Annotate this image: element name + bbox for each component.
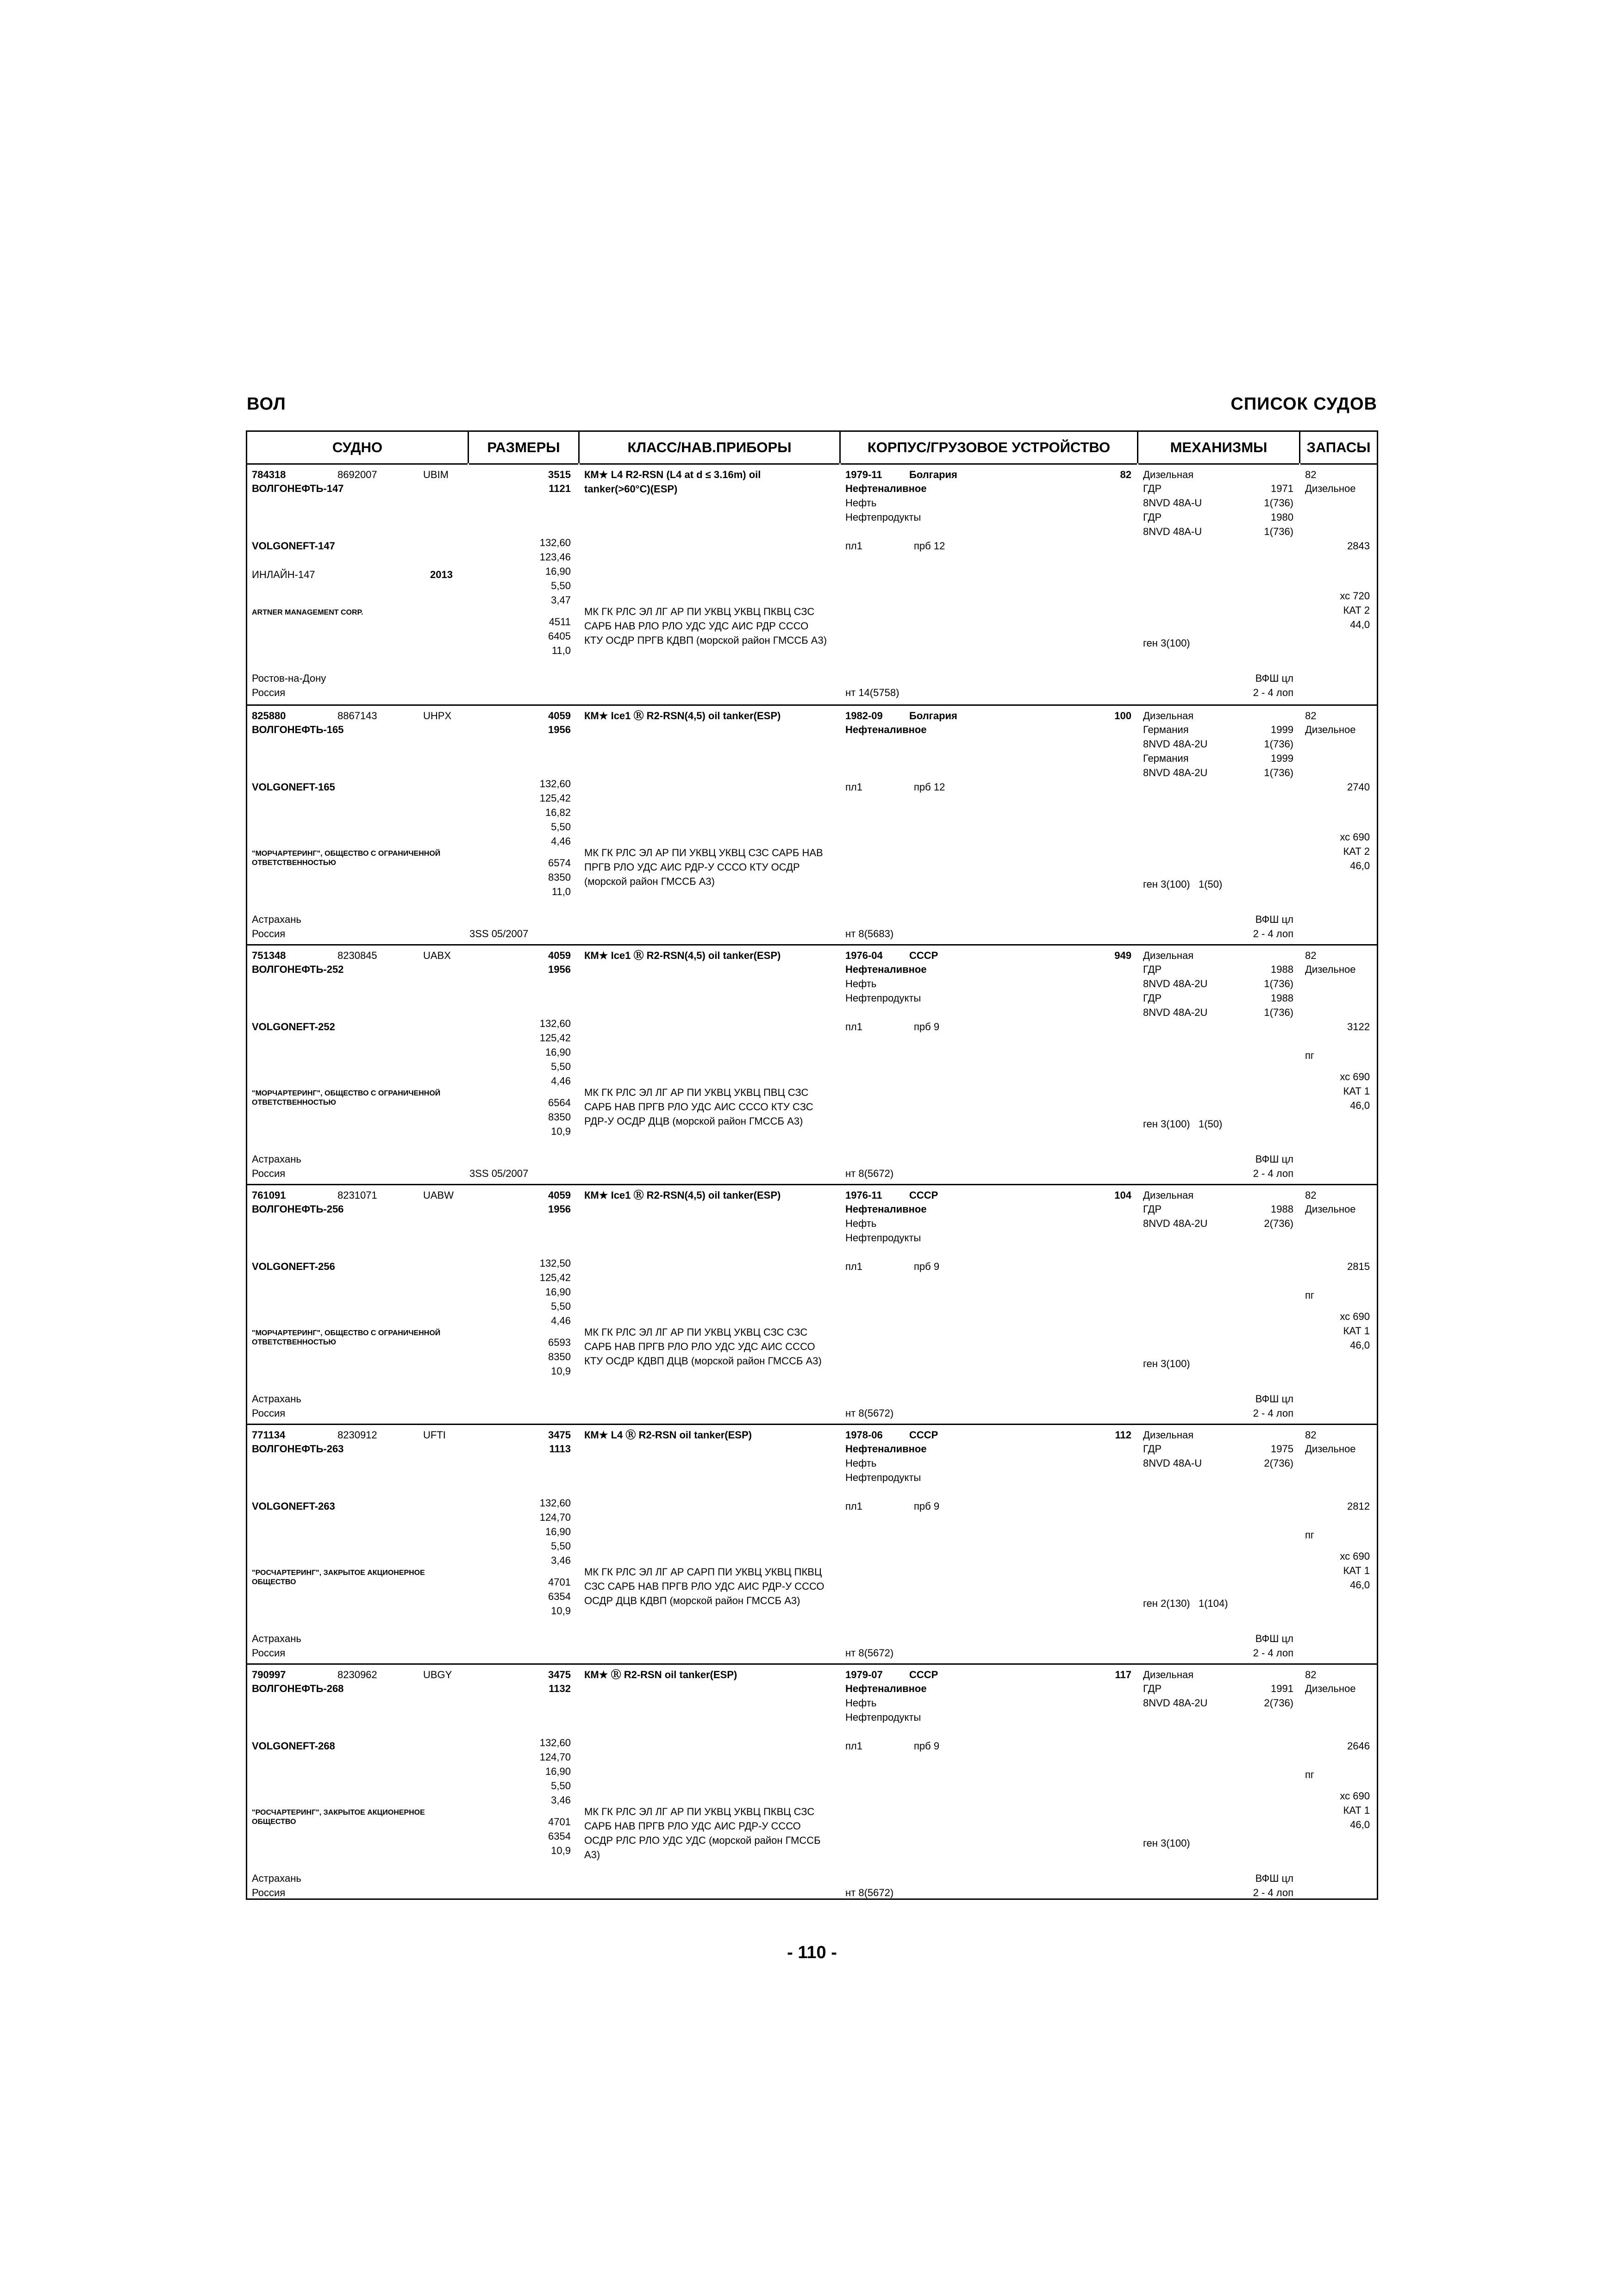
fuel-quantity: 2843 [1347, 540, 1370, 552]
gross-tonnage: 1956 [548, 724, 571, 735]
nav-equipment: МК ГК РЛС ЭЛ ЛГ АР ПИ УКВЦ УКВЦ ПВЦ СЗС САРБ НАВ ПРГВ РЛО УДС АИС СССО КТУ СЗС РДР-У ОСДР ДЦВ (морской район ГМССБ А3) [584, 1087, 813, 1127]
generators: ген 2(130) 1(104) [1143, 1598, 1228, 1609]
nav-equipment: МК ГК РЛС ЭЛ ЛГ АР САРП ПИ УКВЦ УКВЦ ПКВЦ СЗС САРБ НАВ ПРГВ РЛО УДС АИС РДР-У СССО ОСДР ДЦВ КДВП (морской район ГМССБ А3) [584, 1566, 824, 1606]
dimension-value: 16,90 [545, 1046, 571, 1058]
vessel-record [247, 944, 1377, 1185]
engine-model: 8NVD 48A-2U [1143, 767, 1208, 778]
owner: "РОСЧАРТЕРИНГ", ЗАКРЫТОЕ АКЦИОНЕРНОЕ ОБЩЕСТВО [252, 1569, 425, 1586]
gross-tonnage: 1956 [548, 964, 571, 975]
engine-model: 8NVD 48A-2U [1143, 1697, 1208, 1709]
owner: ARTNER MANAGEMENT CORP. [252, 609, 363, 616]
build-date: 1979-07 [845, 1669, 883, 1680]
deadweight: 3475 [548, 1669, 571, 1680]
call-sign: UFTI [423, 1429, 446, 1441]
col-header-dimensions: РАЗМЕРЫ [469, 432, 578, 465]
dimension-value: 16,90 [545, 1526, 571, 1537]
class-notation: КМ★ Ice1 Ⓡ R2-RSN(4,5) oil tanker(ESP) [584, 710, 781, 722]
imo-number: 8867143 [337, 710, 377, 722]
survey-note: 3SS 05/2007 [469, 1168, 529, 1179]
vessel-record [247, 1663, 1377, 1904]
engine-year: 1991 [1271, 1683, 1293, 1694]
speed: 82 [1305, 1189, 1317, 1201]
capacity-value: 8350 [548, 871, 571, 883]
hull-type: Нефтеналивное [845, 483, 927, 494]
hull-type: Нефтеналивное [845, 1203, 927, 1215]
holds: пл1 [845, 1021, 862, 1033]
yard-number: 112 [1115, 1429, 1131, 1441]
engine-year: 1975 [1271, 1443, 1293, 1455]
engine-year: 1999 [1271, 753, 1293, 764]
dimension-value: 123,46 [539, 551, 571, 563]
gross-tonnage: 1956 [548, 1203, 571, 1215]
engine-type: Дизельная [1143, 1669, 1194, 1680]
dimension-value: 124,70 [539, 1751, 571, 1763]
owner: "МОРЧАРТЕРИНГ", ОБЩЕСТВО С ОГРАНИЧЕННОЙ ОТВЕТСТВЕННОСТЬЮ [252, 850, 441, 867]
engine-country: Германия [1143, 724, 1189, 735]
tanks: нт 8(5672) [845, 1407, 894, 1419]
engine-power: 1(736) [1264, 738, 1293, 750]
crew-info: хс 690 [1340, 831, 1370, 843]
engine-model: 8NVD 48A-2U [1143, 1007, 1208, 1018]
engine-model: 8NVD 48A-U [1143, 526, 1202, 537]
dimension-value: 16,90 [545, 1286, 571, 1298]
build-date: 1976-11 [845, 1189, 882, 1201]
imo-number: 8230912 [337, 1429, 377, 1441]
generators: ген 3(100) [1143, 1837, 1190, 1849]
pumps: прб 9 [914, 1021, 940, 1033]
fuel-quantity: 2646 [1347, 1740, 1370, 1752]
pumps: прб 12 [914, 540, 945, 552]
yard-number: 949 [1114, 950, 1131, 961]
propeller: ВФШ цл [1255, 1873, 1293, 1884]
cargo-type: Нефть [845, 978, 877, 989]
vessel-record [247, 704, 1377, 946]
generators: ген 3(100) 1(50) [1143, 1118, 1223, 1130]
call-sign: UBGY [423, 1669, 452, 1680]
yard-number: 117 [1115, 1669, 1131, 1680]
engine-country: ГДР [1143, 1683, 1162, 1694]
engine-country: ГДР [1143, 1443, 1162, 1455]
fuel-quantity: 2812 [1347, 1500, 1370, 1512]
dimension-value: 132,60 [539, 537, 571, 548]
pumps: прб 9 [914, 1500, 940, 1512]
crew-info: хс 690 [1340, 1311, 1370, 1322]
tanks: нт 14(5758) [845, 687, 899, 698]
generators: ген 3(100) [1143, 1358, 1190, 1369]
build-date: 1976-04 [845, 950, 883, 961]
class-notation: КМ★ L4 Ⓡ R2-RSN oil tanker(ESP) [584, 1429, 752, 1441]
vessel-record [247, 1424, 1377, 1665]
engine-type: Дизельная [1143, 710, 1194, 722]
tanks: нт 8(5672) [845, 1647, 894, 1659]
dimension-value: 3,47 [551, 594, 571, 606]
capacity-value: 6593 [548, 1337, 571, 1348]
engine-type: Дизельная [1143, 1189, 1194, 1201]
flag: Россия [252, 928, 286, 940]
fuel-quantity: 3122 [1347, 1021, 1370, 1033]
dimension-value: 16,90 [545, 566, 571, 577]
fuel-quantity: 2815 [1347, 1261, 1370, 1272]
build-country: СССР [909, 1429, 938, 1441]
home-port: Астрахань [252, 1153, 301, 1165]
dimension-value: 4,46 [551, 1315, 571, 1326]
dimension-value: 5,50 [551, 1780, 571, 1792]
holds: пл1 [845, 1261, 862, 1272]
imo-number: 8692007 [337, 469, 377, 480]
home-port: Астрахань [252, 1873, 301, 1884]
fuel-type: Дизельное [1305, 1443, 1356, 1455]
home-port: Ростов-на-Дону [252, 672, 326, 684]
dimension-value: 132,50 [539, 1257, 571, 1269]
dimension-value: 132,60 [539, 1018, 571, 1029]
hull-type: Нефтеналивное [845, 724, 927, 735]
blades: 2 - 4 лоп [1253, 928, 1293, 940]
col-header-machinery: МЕХАНИЗМЫ [1138, 432, 1299, 465]
call-sign: UHPX [423, 710, 452, 722]
col-header-stores: ЗАПАСЫ [1300, 432, 1377, 465]
cargo-type: Нефтепродукты [845, 1472, 921, 1483]
category-value: 46,0 [1350, 1579, 1370, 1591]
blades: 2 - 4 лоп [1253, 1168, 1293, 1179]
reg-number: 771134 [252, 1429, 286, 1441]
speed: 82 [1305, 710, 1317, 722]
home-port: Астрахань [252, 1633, 301, 1644]
cargo-type: Нефтепродукты [845, 511, 921, 523]
build-country: СССР [909, 1669, 938, 1680]
flag: Россия [252, 1168, 286, 1179]
blades: 2 - 4 лоп [1253, 1647, 1293, 1659]
vessel-latin-name: VOLGONEFT-252 [252, 1021, 335, 1033]
engine-country: ГДР [1143, 483, 1162, 494]
dimension-value: 124,70 [539, 1512, 571, 1523]
propeller: ВФШ цл [1255, 914, 1293, 925]
cargo-type: Нефтепродукты [845, 1711, 921, 1723]
engine-year: 1988 [1271, 992, 1293, 1004]
engine-power: 1(736) [1264, 1007, 1293, 1018]
engine-power: 1(736) [1264, 978, 1293, 989]
pumps: прб 9 [914, 1261, 940, 1272]
tanks: нт 8(5672) [845, 1168, 894, 1179]
engine-type: Дизельная [1143, 469, 1194, 480]
dimension-value: 16,82 [545, 807, 571, 818]
engine-type: Дизельная [1143, 950, 1194, 961]
yard-number: 100 [1114, 710, 1131, 722]
cargo-type: Нефть [845, 1457, 877, 1469]
engine-model: 8NVD 48A-2U [1143, 1218, 1208, 1229]
dimension-value: 5,50 [551, 1061, 571, 1072]
running-header-left: ВОЛ [247, 394, 286, 414]
blades: 2 - 4 лоп [1253, 687, 1293, 698]
vessel-record [247, 1184, 1377, 1425]
fuel-type: Дизельное [1305, 483, 1356, 494]
propeller: ВФШ цл [1255, 1393, 1293, 1405]
reg-number: 790997 [252, 1669, 286, 1680]
dimension-value: 4,46 [551, 1075, 571, 1087]
class-notation: КМ★ L4 R2-RSN (L4 at d ≤ 3.16m) oil tanker(>60°C)(ESP) [584, 469, 761, 495]
pumps: прб 9 [914, 1740, 940, 1752]
pg-mark: пг [1305, 1769, 1314, 1780]
build-date: 1982-09 [845, 710, 883, 722]
crew-info: хс 720 [1340, 590, 1370, 602]
dimension-value: 5,50 [551, 1540, 571, 1552]
fuel-type: Дизельное [1305, 724, 1356, 735]
dimension-value: 5,50 [551, 821, 571, 833]
capacity-value: 6354 [548, 1830, 571, 1842]
engine-year: 1988 [1271, 964, 1293, 975]
dimension-value: 16,90 [545, 1766, 571, 1777]
build-country: Болгария [909, 710, 957, 722]
capacity-value: 11,0 [551, 645, 571, 656]
capacity-value: 10,9 [551, 1605, 571, 1617]
category-value: 46,0 [1350, 1100, 1370, 1111]
vessel-name: ВОЛГОНЕФТЬ-252 [252, 964, 344, 975]
build-country: СССР [909, 950, 938, 961]
cargo-type: Нефть [845, 497, 877, 509]
dimension-value: 5,50 [551, 580, 571, 591]
vessel-latin-name: VOLGONEFT-263 [252, 1500, 335, 1512]
capacity-value: 4511 [549, 616, 571, 628]
holds: пл1 [845, 1500, 862, 1512]
nav-equipment: МК ГК РЛС ЭЛ ЛГ АР ПИ УКВЦ УКВЦ ПКВЦ СЗС САРБ НАВ ПРГВ РЛО УДС АИС РДР-У СССО ОСДР РЛС РЛО УДС УДС (морской район ГМССБ А3) [584, 1806, 821, 1860]
capacity-value: 6405 [548, 630, 571, 642]
vessel-name: ВОЛГОНЕФТЬ-165 [252, 724, 344, 735]
crew-info: хс 690 [1340, 1071, 1370, 1083]
gross-tonnage: 1121 [549, 483, 571, 494]
engine-country: Германия [1143, 753, 1189, 764]
engine-country: ГДР [1143, 1203, 1162, 1215]
deadweight: 4059 [548, 710, 571, 722]
pg-mark: пг [1305, 1050, 1314, 1061]
flag: Россия [252, 687, 286, 698]
deadweight: 3475 [548, 1429, 571, 1441]
nav-equipment: МК ГК РЛС ЭЛ ЛГ АР ПИ УКВЦ УКВЦ СЗС СЗС САРБ НАВ ПРГВ РЛО РЛО УДС УДС АИС СССО КТУ ОСДР КДВП ДЦВ (морской район ГМССБ А3) [584, 1326, 822, 1367]
deadweight: 4059 [548, 1189, 571, 1201]
engine-type: Дизельная [1143, 1429, 1194, 1441]
engine-year: 1999 [1271, 724, 1293, 735]
gross-tonnage: 1113 [549, 1443, 571, 1455]
owner: "МОРЧАРТЕРИНГ", ОБЩЕСТВО С ОГРАНИЧЕННОЙ ОТВЕТСТВЕННОСТЬЮ [252, 1089, 441, 1107]
holds: пл1 [845, 1740, 862, 1752]
owner: "МОРЧАРТЕРИНГ", ОБЩЕСТВО С ОГРАНИЧЕННОЙ ОТВЕТСТВЕННОСТЬЮ [252, 1329, 441, 1346]
hull-type: Нефтеналивное [845, 1443, 927, 1455]
nav-equipment: МК ГК РЛС ЭЛ ЛГ АР ПИ УКВЦ УКВЦ ПКВЦ СЗС САРБ НАВ РЛО РЛО УДС УДС АИС РДР СССО КТУ ОСДР ПРГВ КДВП (морской район ГМССБ А3) [584, 606, 827, 646]
capacity-value: 10,9 [551, 1845, 571, 1856]
flag: Россия [252, 1887, 286, 1898]
reg-number: 825880 [252, 710, 286, 722]
fuel-type: Дизельное [1305, 964, 1356, 975]
dimension-value: 3,46 [551, 1555, 571, 1566]
vessel-table [246, 430, 1378, 1900]
category-value: 46,0 [1350, 1339, 1370, 1351]
build-country: Болгария [909, 469, 957, 480]
engine-year: 1980 [1271, 511, 1293, 523]
engine-country: ГДР [1143, 964, 1162, 975]
dimension-value: 3,46 [551, 1794, 571, 1806]
category: КАТ 1 [1343, 1804, 1370, 1816]
flag: Россия [252, 1647, 286, 1659]
survey-note: 3SS 05/2007 [469, 928, 529, 940]
cargo-type: Нефтепродукты [845, 1232, 921, 1244]
engine-power: 1(736) [1264, 767, 1293, 778]
fuel-type: Дизельное [1305, 1203, 1356, 1215]
propeller: ВФШ цл [1255, 672, 1293, 684]
running-header-right: СПИСОК СУДОВ [1230, 394, 1377, 414]
call-sign: UABW [423, 1189, 454, 1201]
generators: ген 3(100) [1143, 637, 1190, 649]
category: КАТ 1 [1343, 1325, 1370, 1337]
engine-country: ГДР [1143, 992, 1162, 1004]
pg-mark: пг [1305, 1529, 1314, 1541]
capacity-value: 6574 [548, 857, 571, 869]
col-header-hull: КОРПУС/ГРУЗОВОЕ УСТРОЙСТВО [841, 432, 1137, 465]
category: КАТ 1 [1343, 1085, 1370, 1097]
vessel-name: ВОЛГОНЕФТЬ-268 [252, 1683, 344, 1694]
vessel-name: ВОЛГОНЕФТЬ-263 [252, 1443, 344, 1455]
owner: "РОСЧАРТЕРИНГ", ЗАКРЫТОЕ АКЦИОНЕРНОЕ ОБЩЕСТВО [252, 1809, 425, 1826]
vessel-latin-name: VOLGONEFT-165 [252, 781, 335, 793]
hull-type: Нефтеналивное [845, 1683, 927, 1694]
gross-tonnage: 1132 [549, 1683, 571, 1694]
dimension-value: 132,60 [539, 778, 571, 790]
capacity-value: 4701 [548, 1576, 571, 1588]
speed: 82 [1305, 1429, 1317, 1441]
tanks: нт 8(5683) [845, 928, 894, 940]
flag: Россия [252, 1407, 286, 1419]
vessel-name: ВОЛГОНЕФТЬ-147 [252, 483, 344, 494]
fuel-type: Дизельное [1305, 1683, 1356, 1694]
engine-model: 8NVD 48A-U [1143, 1457, 1202, 1469]
category: КАТ 2 [1343, 846, 1370, 857]
crew-info: хс 690 [1340, 1790, 1370, 1802]
engine-power: 2(736) [1264, 1457, 1293, 1469]
engine-power: 1(736) [1264, 526, 1293, 537]
cargo-type: Нефтепродукты [845, 992, 921, 1004]
reg-number: 761091 [252, 1189, 286, 1201]
engine-power: 2(736) [1264, 1218, 1293, 1229]
reg-number: 751348 [252, 950, 286, 961]
engine-model: 8NVD 48A-2U [1143, 978, 1208, 989]
speed: 82 [1305, 469, 1317, 480]
capacity-value: 10,9 [551, 1126, 571, 1137]
reg-number: 784318 [252, 469, 286, 480]
former-year: 2013 [430, 569, 453, 580]
class-notation: КМ★ Ice1 Ⓡ R2-RSN(4,5) oil tanker(ESP) [584, 950, 781, 961]
holds: пл1 [845, 540, 862, 552]
class-notation: КМ★ Ⓡ R2-RSN oil tanker(ESP) [584, 1669, 737, 1680]
class-notation: КМ★ Ice1 Ⓡ R2-RSN(4,5) oil tanker(ESP) [584, 1189, 781, 1201]
col-header-class: КЛАСС/НАВ.ПРИБОРЫ [580, 432, 839, 465]
build-date: 1978-06 [845, 1429, 883, 1441]
dimension-value: 5,50 [551, 1300, 571, 1312]
category-value: 46,0 [1350, 860, 1370, 871]
blades: 2 - 4 лоп [1253, 1407, 1293, 1419]
capacity-value: 8350 [548, 1351, 571, 1363]
dimension-value: 125,42 [539, 792, 571, 804]
category-value: 46,0 [1350, 1819, 1370, 1830]
category-value: 44,0 [1350, 619, 1370, 630]
vessel-record [247, 465, 1377, 704]
vessel-latin-name: VOLGONEFT-268 [252, 1740, 335, 1752]
former-name: ИНЛАЙН-147 [252, 569, 315, 580]
holds: пл1 [845, 781, 862, 793]
dimension-value: 125,42 [539, 1032, 571, 1044]
speed: 82 [1305, 950, 1317, 961]
tanks: нт 8(5672) [845, 1887, 894, 1898]
engine-power: 1(736) [1264, 497, 1293, 509]
cargo-type: Нефть [845, 1697, 877, 1709]
category: КАТ 1 [1343, 1565, 1370, 1576]
deadweight: 3515 [548, 469, 571, 480]
call-sign: UBIM [423, 469, 449, 480]
yard-number: 82 [1120, 469, 1131, 480]
capacity-value: 6564 [548, 1097, 571, 1108]
dimension-value: 132,60 [539, 1497, 571, 1509]
build-date: 1979-11 [845, 469, 882, 480]
nav-equipment: МК ГК РЛС ЭЛ АР ПИ УКВЦ УКВЦ СЗС САРБ НАВ ПРГВ РЛО УДС АИС РДР-У СССО КТУ ОСДР (морской район ГМССБ А3) [584, 847, 823, 887]
build-country: СССР [909, 1189, 938, 1201]
capacity-value: 4701 [548, 1816, 571, 1828]
yard-number: 104 [1114, 1189, 1131, 1201]
vessel-name: ВОЛГОНЕФТЬ-256 [252, 1203, 344, 1215]
generators: ген 3(100) 1(50) [1143, 878, 1223, 890]
category: КАТ 2 [1343, 604, 1370, 616]
deadweight: 4059 [548, 950, 571, 961]
imo-number: 8230962 [337, 1669, 377, 1680]
cargo-type: Нефть [845, 1218, 877, 1229]
dimension-value: 125,42 [539, 1272, 571, 1283]
home-port: Астрахань [252, 914, 301, 925]
page-number: - 110 - [787, 1943, 837, 1962]
call-sign: UABX [423, 950, 451, 961]
col-header-vessel: СУДНО [247, 432, 468, 465]
vessel-latin-name: VOLGONEFT-147 [252, 540, 335, 552]
pg-mark: пг [1305, 1289, 1314, 1301]
capacity-value: 6354 [548, 1591, 571, 1602]
fuel-quantity: 2740 [1347, 781, 1370, 793]
pumps: прб 12 [914, 781, 945, 793]
engine-model: 8NVD 48A-U [1143, 497, 1202, 509]
blades: 2 - 4 лоп [1253, 1887, 1293, 1898]
engine-year: 1971 [1271, 483, 1293, 494]
engine-year: 1988 [1271, 1203, 1293, 1215]
engine-model: 8NVD 48A-2U [1143, 738, 1208, 750]
capacity-value: 8350 [548, 1111, 571, 1123]
home-port: Астрахань [252, 1393, 301, 1405]
dimension-value: 132,60 [539, 1737, 571, 1748]
propeller: ВФШ цл [1255, 1633, 1293, 1644]
dimension-value: 4,46 [551, 835, 571, 847]
capacity-value: 10,9 [551, 1365, 571, 1377]
vessel-latin-name: VOLGONEFT-256 [252, 1261, 335, 1272]
capacity-value: 11,0 [551, 886, 571, 897]
engine-country: ГДР [1143, 511, 1162, 523]
speed: 82 [1305, 1669, 1317, 1680]
imo-number: 8231071 [337, 1189, 377, 1201]
hull-type: Нефтеналивное [845, 964, 927, 975]
propeller: ВФШ цл [1255, 1153, 1293, 1165]
engine-power: 2(736) [1264, 1697, 1293, 1709]
imo-number: 8230845 [337, 950, 377, 961]
crew-info: хс 690 [1340, 1550, 1370, 1562]
